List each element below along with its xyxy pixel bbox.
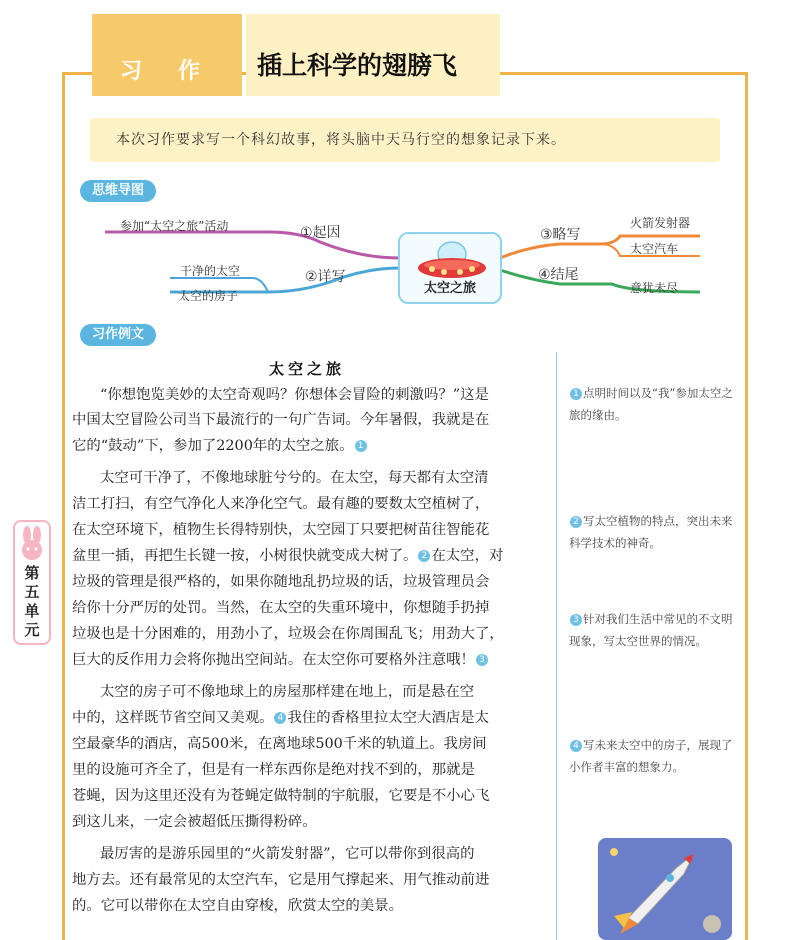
essay-line: 垃圾也是十分困难的，用劲小了，垃圾会在你周围乱飞；用劲大了，: [72, 626, 504, 642]
ufo-icon: [414, 238, 490, 282]
side-note: 1 点明时间以及“我”参加太空之旅的缘由。: [569, 386, 733, 422]
annotation-marker: 2: [570, 516, 582, 528]
section-tab: [92, 14, 242, 96]
annotation-marker: 2: [418, 550, 430, 562]
essay-line: 最厉害的是游乐园里的“火箭发射器”，它可以带你到很高的: [100, 846, 475, 862]
essay-line: “你想饱览美妙的太空奇观吗？你想体会冒险的刺激吗？”这是: [100, 387, 489, 403]
annotation-marker: 1: [355, 440, 367, 452]
planet-icon: [610, 848, 618, 856]
essay-line: 巨大的反作用力会将你抛出空间站。在太空你可要格外注意哦！ 3: [72, 648, 489, 669]
annotation-marker: 3: [570, 614, 582, 626]
essay-line: 它的“鼓动”下，参加了2200年的太空之旅。 1: [72, 434, 368, 455]
essay-line: 洁工打扫，有空气净化人来净化空气。最有趣的要数太空植树了，: [72, 496, 490, 512]
annotation-marker: 4: [274, 712, 286, 724]
page-frame-left: [62, 72, 65, 940]
example-heading: 习作例文: [80, 324, 156, 346]
unit-label: 第五单元: [24, 564, 40, 639]
column-divider: [556, 352, 557, 940]
mindmap-center-label: 太空之旅: [423, 281, 476, 296]
side-note: 2 写太空植物的特点，突出未来科学技术的神奇。: [569, 514, 733, 550]
essay-line: 地方去。还有最常见的太空汽车，它是用气撑起来、用气推动前进: [72, 872, 490, 888]
essay-line: 的。它可以带你在太空自由穿梭，欣赏太空的美景。: [72, 898, 403, 914]
mindmap-branch-brief: ③略写: [540, 227, 581, 243]
essay-line: 在太空环境下，植物生长得特别快，太空园丁只要把树苗往智能花: [72, 522, 490, 538]
essay-line: 盆里一插，再把生长键一按，小树很快就变成大树了。 2 在太空，对: [72, 548, 504, 564]
essay-line: 垃圾的管理是很严格的，如果你随地乱扔垃圾的话，垃圾管理员会: [72, 574, 490, 590]
mindmap-center-node: [398, 232, 502, 304]
essay-line: 太空可干净了，不像地球脏兮兮的。在太空，每天都有太空清: [100, 470, 489, 486]
side-note: 3 针对我们生活中常见的不文明现象，写太空世界的情况。: [569, 612, 733, 648]
mindmap-heading: 思维导图: [80, 180, 156, 202]
essay-line: 苍蝇，因为这里还没有为苍蝇定做特制的宇航服，它要是不小心飞: [72, 788, 490, 804]
side-note: 4 写未来太空中的房子，展现了小作者丰富的想象力。: [569, 738, 733, 774]
annotation-marker: 1: [570, 388, 582, 400]
essay-line: 空最豪华的酒店，高500米，在离地球500千米的轨道上。我房间: [72, 736, 487, 752]
mindmap-branch-ending: ④结尾: [538, 267, 579, 283]
mindmap-leaf-ending-1: 意犹未尽: [630, 281, 679, 295]
mindmap-leaf-brief-1: 火箭发射器: [630, 216, 691, 230]
essay-line: 里的设施可齐全了，但是有一样东西你是绝对找不到的，那就是: [72, 762, 475, 778]
mindmap-leaf-detail-1: 干净的太空: [180, 264, 241, 278]
mindmap-leaf-brief-2: 太空汽车: [630, 242, 679, 256]
page-frame-right: [745, 72, 748, 940]
branch-start-line: [105, 232, 400, 258]
intro-text: 本次习作要求写一个科幻故事，将头脑中天马行空的想象记录下来。: [116, 132, 566, 148]
mindmap-leaf-start-1: 参加“太空之旅”活动: [120, 219, 229, 233]
essay-line: 到这儿来，一定会被超低压撕得粉碎。: [72, 814, 317, 830]
essay-line: 中国太空冒险公司当下最流行的一句广告词。今年暑假，我就是在: [72, 412, 490, 428]
rocket-illustration: [598, 838, 732, 940]
unit-tab: [13, 520, 51, 645]
mindmap-branch-start: ①起因: [300, 225, 341, 241]
section-tab-label: 习 作: [120, 59, 214, 84]
bunny-icon: [17, 525, 47, 561]
essay-line: 中的，这样既节省空间又美观。 4 我住的香格里拉太空大酒店是太: [72, 710, 489, 726]
moon-icon: [703, 915, 721, 933]
annotation-marker: 3: [476, 654, 488, 666]
annotation-marker: 4: [570, 740, 582, 752]
essay-line: 太空的房子可不像地球上的房屋那样建在地上，而是悬在空: [100, 684, 475, 700]
page-title: 插上科学的翅膀飞: [257, 51, 458, 80]
mindmap-branch-detail: ②详写: [305, 269, 346, 285]
essay-title: 太空之旅: [269, 360, 346, 378]
essay-line: 给你十分严厉的处罚。当然，在太空的失重环境中，你想随手扔掉: [72, 600, 490, 616]
mindmap-leaf-detail-2: 太空的房子: [178, 289, 239, 303]
